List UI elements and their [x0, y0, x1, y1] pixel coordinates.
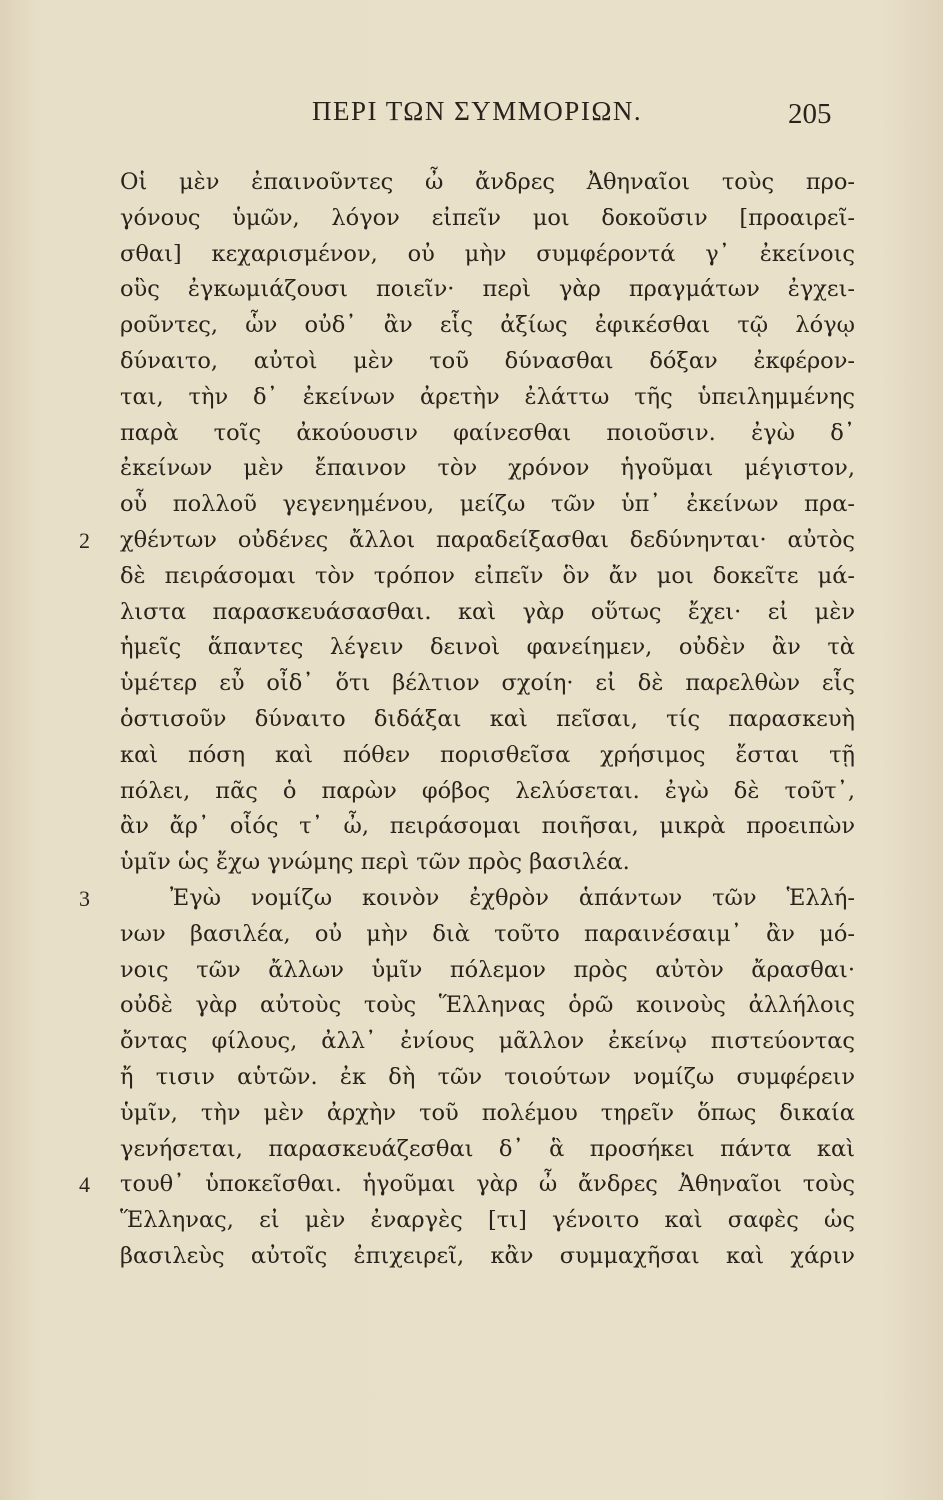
line-text: ἐκείνων μὲν ἔπαινον τὸν χρόνον ἡγοῦμαι μέγιστον, [120, 455, 855, 482]
page-number: 205 [788, 98, 832, 130]
text-line [120, 1203, 855, 1239]
text-line [79, 1167, 855, 1203]
text-line [120, 165, 855, 201]
text-line [120, 237, 855, 273]
line-text: οὓς ἐγκωμιάζουσι ποιεῖν· περὶ γὰρ πραγμάτων ἐγχει- [120, 276, 855, 303]
text-line [120, 1060, 855, 1096]
line-text: ὑμῖν ὡς ἔχω γνώμης περὶ τῶν πρὸς βασιλέα. [120, 849, 630, 876]
text-line [120, 201, 855, 237]
line-text: γόνους ὑμῶν, λόγον εἰπεῖν μοι δοκοῦσιν [προαιρεῖ- [120, 204, 855, 231]
line-text: οὗ πολλοῦ γεγενημένου, μείζω τῶν ὑπ᾽ ἐκείνων πρα- [120, 491, 855, 518]
line-text: βασιλεὺς αὐτοῖς ἐπιχειρεῖ, κἂν συμμαχῆσαι καὶ χάριν [120, 1242, 855, 1269]
page-header [0, 96, 943, 136]
text-line [120, 738, 855, 774]
line-text: τουθ᾽ ὑποκεῖσθαι. ἡγοῦμαι γὰρ ὦ ἄνδρες Ἀθηναῖοι τοὺς [120, 1171, 855, 1198]
section-number: 3 [79, 885, 90, 911]
text-line [120, 1096, 855, 1132]
text-line [120, 416, 855, 452]
text-line [120, 774, 855, 810]
line-text: ὑμέτερ εὖ οἶδ᾽ ὅτι βέλτιον σχοίη· εἰ δὲ παρελθὼν εἷς [120, 670, 855, 697]
text-line [120, 487, 855, 523]
text-line [120, 344, 855, 380]
text-line [120, 595, 855, 631]
text-line [120, 1239, 855, 1275]
text-line [120, 559, 855, 595]
line-text: χθέντων οὐδένες ἄλλοι παραδείξασθαι δεδύνηνται· αὐτὸς [120, 526, 855, 553]
text-line [120, 702, 855, 738]
line-text: σθαι] κεχαρισμένον, οὐ μὴν συμφέροντά γ᾽ ἐκείνοις [120, 240, 855, 267]
body-text [79, 165, 855, 1275]
text-line [120, 380, 855, 416]
line-text: ται, τὴν δ᾽ ἐκείνων ἀρετὴν ἐλάττω τῆς ὑπειλημμένης [120, 383, 855, 410]
line-text: πόλει, πᾶς ὁ παρὼν φόβος λελύσεται. ἐγὼ δὲ τοῦτ᾽, [120, 777, 855, 804]
line-text: ροῦντες, ὧν οὐδ᾽ ἂν εἷς ἀξίως ἐφικέσθαι τῷ λόγῳ [120, 312, 855, 339]
text-line [79, 523, 855, 559]
line-text: δὲ πειράσομαι τὸν τρόπον εἰπεῖν ὃν ἄν μοι δοκεῖτε μά- [120, 562, 855, 589]
line-text: οὐδὲ γὰρ αὐτοὺς τοὺς Ἕλληνας ὁρῶ κοινοὺς ἀλλήλοις [120, 992, 855, 1019]
text-line [120, 666, 855, 702]
text-line [120, 809, 855, 845]
text-line [120, 1024, 855, 1060]
section-number: 4 [79, 1172, 90, 1198]
line-text: ὄντας φίλους, ἀλλ᾽ ἐνίους μᾶλλον ἐκείνῳ πιστεύοντας [120, 1028, 855, 1055]
section-number: 2 [79, 527, 90, 553]
line-text: ὁστισοῦν δύναιτο διδάξαι καὶ πεῖσαι, τίς παρασκευὴ [120, 705, 855, 732]
text-line [120, 953, 855, 989]
line-text: ἂν ἄρ᾽ οἷός τ᾽ ὦ, πειράσομαι ποιῆσαι, μικρὰ προειπὼν [120, 813, 855, 840]
line-text: παρὰ τοῖς ἀκούουσιν φαίνεσθαι ποιοῦσιν. ἐγὼ δ᾽ [120, 419, 855, 446]
line-text: νοις τῶν ἄλλων ὑμῖν πόλεμον πρὸς αὐτὸν ἄρασθαι· [120, 956, 855, 983]
text-line [120, 272, 855, 308]
line-text: λιστα παρασκευάσασθαι. καὶ γὰρ οὕτως ἔχει· εἰ μὲν [120, 598, 855, 625]
running-title: ΠΕΡΙ ΤΩΝ ΣΥΜΜΟΡΙΩΝ. [312, 96, 643, 126]
text-line [120, 917, 855, 953]
text-line [120, 451, 855, 487]
text-line [120, 845, 855, 881]
text-line [120, 308, 855, 344]
line-text: δύναιτο, αὐτοὶ μὲν τοῦ δύνασθαι δόξαν ἐκφέρον- [120, 347, 855, 374]
line-text: ὑμῖν, τὴν μὲν ἀρχὴν τοῦ πολέμου τηρεῖν ὅπως δικαία [120, 1099, 855, 1126]
line-text: ἤ τισιν αὑτῶν. ἐκ δὴ τῶν τοιούτων νομίζω συμφέρειν [120, 1063, 855, 1090]
text-line [79, 881, 855, 917]
text-line [120, 1132, 855, 1168]
text-line [120, 988, 855, 1024]
line-text: Οἱ μὲν ἐπαινοῦντες ὦ ἄνδρες Ἀθηναῖοι τοὺς προ- [120, 169, 855, 195]
text-line [120, 630, 855, 666]
line-text: γενήσεται, παρασκευάζεσθαι δ᾽ ἃ προσήκει πάντα καὶ [120, 1135, 855, 1162]
line-text: Ἕλληνας, εἰ μὲν ἐναργὲς [τι] γένοιτο καὶ σαφὲς ὡς [120, 1207, 855, 1234]
line-text: νων βασιλέα, οὐ μὴν διὰ τοῦτο παραινέσαιμ᾽ ἂν μό- [120, 920, 855, 947]
line-text: ἡμεῖς ἅπαντες λέγειν δεινοὶ φανείημεν, οὐδὲν ἂν τὰ [120, 634, 855, 661]
line-text: Ἐγὼ νομίζω κοινὸν ἐχθρὸν ἁπάντων τῶν Ἑλλή- [170, 884, 855, 911]
line-text: καὶ πόση καὶ πόθεν πορισθεῖσα χρήσιμος ἔσται τῇ [120, 741, 855, 768]
